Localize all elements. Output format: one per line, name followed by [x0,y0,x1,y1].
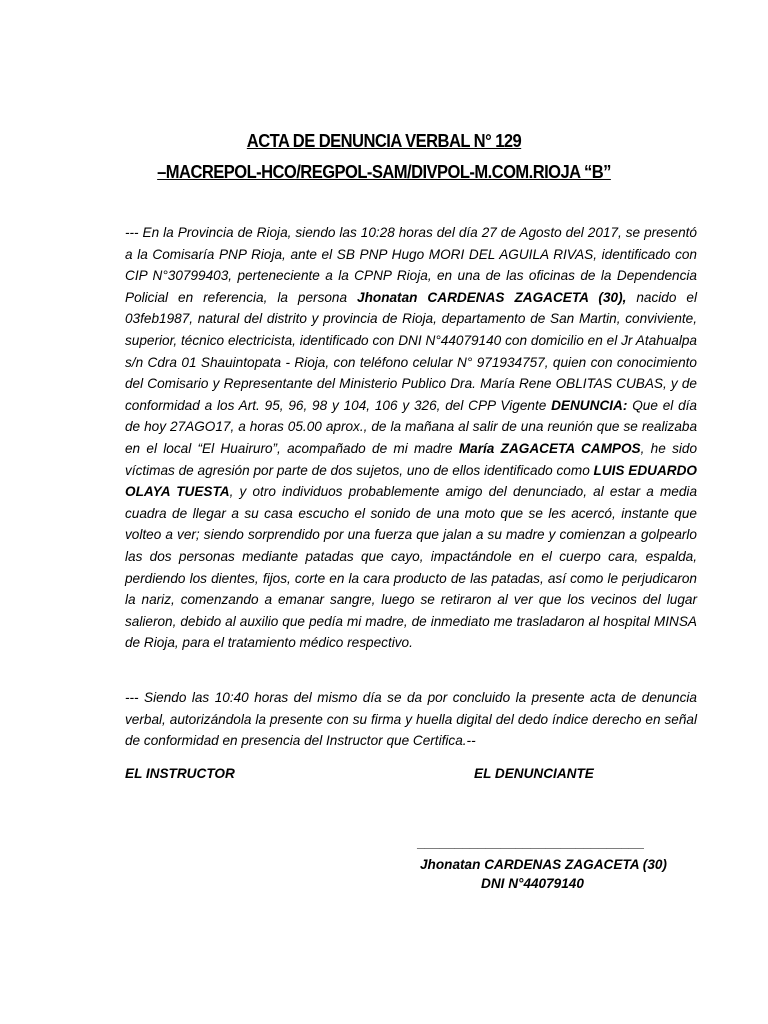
denunciante-label: EL DENUNCIANTE [474,766,594,781]
paragraph-text: , y otro individuos probablemente amigo del denunciado, al estar a media cuadra de llegar a su casa escucho el sonido de una moto que se les acercó, instante que volteo a ver; siendo sorprendido por una fuerza que jalan a su madre y comienzan a golpearlo las dos personas mediante patadas que cayo, impactándole en el cuerpo cara, espalda, perdiendo los dientes, fijos, corte en la cara producto de las patadas, así como le perjudicaron la nariz, comenzando a emanar sangre, luego se retiraron al ver que los vecinos del lugar salieron, debido al auxilio que pedía mi madre, de inmediato me trasladaron al hospital MINSA de Rioja, para el tratamiento médico respectivo. [125,484,698,651]
paragraph-text: Que el día de hoy 27AGO17, a horas 05.00 aprox., de la mañana al salir de una reunión que se realizaba en el local “El Huairuro”, acompañado de mi madre [125,397,697,456]
body-paragraph-closing: --- Siendo las 10:40 horas del mismo día se da por concluido la presente acta de denuncia verbal, autorizándola la presente con su firma y huella digital del dedo índice derecho en señal de conformidad en presencia del Instructor que Certifica.-- [125,690,697,749]
instructor-label: EL INSTRUCTOR [125,766,235,781]
mother-name: María ZAGACETA CAMPOS [458,440,641,456]
body-paragraph-main [125,222,697,654]
paragraph-text: --- En la Provincia de Rioja, siendo las 10:28 horas del día 27 de Agosto del 2017, se presentó a la Comisaría PNP Rioja, ante el SB PNP Hugo MORI DEL AGUILA RIVAS, identificado con CIP N°30799403, perteneciente a la CPNP Rioja, en una de las oficinas de la Dependencia Policial en referencia, la persona [125,225,697,305]
signatory-name: Jhonatan CARDENAS ZAGACETA (30) [420,857,667,872]
signature-line: ______________________________ [418,835,645,850]
signatory-dni: DNI N°44079140 [481,876,584,891]
denuncia-label: DENUNCIA: [551,397,628,413]
document-title: ACTA DE DENUNCIA VERBAL N° 129 [246,131,522,151]
paragraph-text: nacido el 03feb1987, natural del distrito y provincia de Rioja, departamento de San Martin, conviviente, superior, técnico electricista, identificado con DNI N°44079140 con domicilio en el Jr Atahualpa s/n Cdra 01 Shauintopata - Rioja, con teléfono celular N° 971934757, quien con conocimiento del Comisario y Representante del Ministerio Publico Dra. María Rene OBLITAS CUBAS, y de conformidad a los Art. 95, 96, 98 y 104, 106 y 326, del CPP Vigente [125,289,697,413]
complainant-name: Jhonatan CARDENAS ZAGACETA (30), [357,289,627,305]
document-subtitle: –MACREPOL-HCO/REGPOL-SAM/DIVPOL-M.COM.RIOJA “B” [157,162,611,182]
paragraph-text: , he sido víctimas de agresión por parte de dos sujetos, uno de ellos identificado como [125,440,698,478]
accused-name: LUIS EDUARDO OLAYA TUESTA [125,462,698,500]
